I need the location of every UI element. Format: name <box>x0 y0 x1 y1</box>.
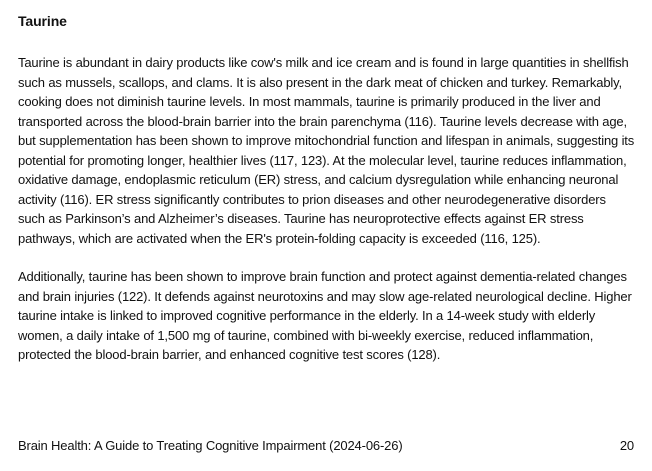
section-title: Taurine <box>18 13 67 29</box>
footer <box>18 438 634 453</box>
page-number: 20 <box>619 438 634 453</box>
document-body <box>18 13 636 384</box>
paragraph-2: Additionally, taurine has been shown to improve brain function and protect against dementia-related changes and brain injuries (122). It defends against neurotoxins and may slow age-related neurological decline. Higher taurine intake is linked to improved cognitive performance in the elderly. In a 14-week study with elderly women, a daily intake of 1,500 mg of taurine, combined with bi-weekly exercise, reduced inflammation, protected the blood-brain barrier, and enhanced cognitive test scores (128). <box>18 269 632 362</box>
paragraph-1: Taurine is abundant in dairy products like cow's milk and ice cream and is found in large quantities in shellfish such as mussels, scallops, and clams. It is also present in the dark meat of chicken and turkey. Remarkably, cooking does not diminish taurine levels. In most mammals, taurine is primarily produced in the liver and transported across the blood-brain barrier into the brain parenchyma (116). Taurine levels decrease with age, but supplementation has been shown to improve mitochondrial function and lifespan in animals, suggesting its potential for promoting longer, healthier lives (117, 123). At the molecular level, taurine reduces inflammation, oxidative damage, endoplasmic reticulum (ER) stress, and calcium dysregulation while enhancing neuronal activity (116). ER stress significantly contributes to prion diseases and other neurodegenerative disorders such as Parkinson’s and Alzheimer’s diseases. Taurine has neuroprotective effects against ER stress pathways, which are activated when the ER's protein-folding capacity is exceeded (116, 125). <box>18 55 635 246</box>
footer-document-title: Brain Health: A Guide to Treating Cognitive Impairment (2024-06-26) <box>18 438 403 453</box>
